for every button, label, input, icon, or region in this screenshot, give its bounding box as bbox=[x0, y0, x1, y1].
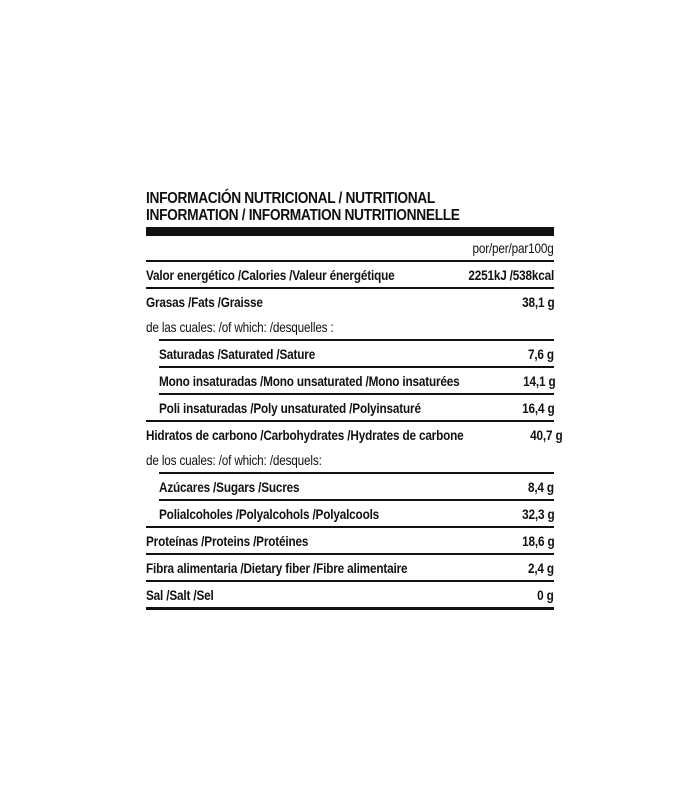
nutrient-row-carbohydrates bbox=[146, 422, 563, 447]
nutrient-value: 16,4 g bbox=[521, 399, 554, 416]
nutrient-value: 32,3 g bbox=[521, 505, 554, 522]
nutrient-value: 8,4 g bbox=[528, 478, 554, 495]
nutrient-label: Azúcares /Sugars /Sucres bbox=[159, 478, 300, 495]
nutrient-label: Fibra alimentaria /Dietary fiber /Fibre alimentaire bbox=[146, 559, 408, 576]
nutrient-value: 0 g bbox=[537, 586, 554, 603]
nutrient-label: Polialcoholes /Polyalcohols /Polyalcools bbox=[159, 505, 380, 522]
nutrient-label: de los cuales: /of which: /desquels: bbox=[146, 451, 322, 468]
nutrient-value: 14,1 g bbox=[522, 372, 556, 389]
per-100g-header bbox=[146, 236, 554, 260]
nutrient-label: Proteínas /Proteins /Protéines bbox=[146, 532, 309, 549]
nutrient-label: Mono insaturadas /Mono unsaturated /Mono insaturées bbox=[159, 372, 460, 389]
per-100g-label: por/per/par100g bbox=[472, 240, 554, 256]
nutrient-row-fiber bbox=[146, 555, 554, 580]
nutrient-label: Grasas /Fats /Graisse bbox=[146, 293, 263, 310]
nutrient-label: Poli insaturadas /Poly unsaturated /Polyinsaturé bbox=[159, 399, 421, 416]
nutrient-row-sugars bbox=[146, 474, 554, 499]
nutrient-value: 7,6 g bbox=[528, 345, 554, 362]
nutrient-row-mono-unsaturated bbox=[146, 368, 554, 393]
nutrient-row-salt bbox=[146, 582, 554, 607]
nutrient-value: 2251kJ /538kcal bbox=[468, 266, 554, 283]
nutrient-value: 2,4 g bbox=[528, 559, 554, 576]
nutrition-title-line-1: INFORMACIÓN NUTRICIONAL / NUTRITIONAL bbox=[146, 190, 435, 207]
nutrient-row-saturated bbox=[146, 341, 554, 366]
nutrient-label: Saturadas /Saturated /Sature bbox=[159, 345, 316, 362]
nutrient-row-fats-of-which bbox=[146, 314, 554, 339]
nutrient-value: 38,1 g bbox=[521, 293, 554, 310]
nutrient-label: Hidratos de carbono /Carbohydrates /Hydrates de carbone bbox=[146, 426, 464, 443]
nutrient-row-fats bbox=[146, 289, 554, 314]
nutrient-value: 40,7 g bbox=[530, 426, 563, 443]
nutrient-label: Valor energético /Calories /Valeur énergétique bbox=[146, 266, 395, 283]
nutrient-label: de las cuales: /of which: /desquelles : bbox=[146, 318, 334, 335]
nutrient-row-energy bbox=[146, 262, 554, 287]
nutrient-row-proteins bbox=[146, 528, 554, 553]
nutrient-row-carbs-of-which bbox=[146, 447, 554, 472]
nutrition-facts-panel bbox=[146, 190, 563, 610]
nutrient-label: Sal /Salt /Sel bbox=[146, 586, 214, 603]
nutrient-row-poly-unsaturated bbox=[146, 395, 554, 420]
nutrition-title-line-2: INFORMATION / INFORMATION NUTRITIONNELLE bbox=[146, 207, 460, 224]
nutrient-row-polyalcohols bbox=[146, 501, 554, 526]
nutrition-title bbox=[146, 190, 497, 224]
table-bottom-rule bbox=[146, 607, 554, 610]
nutrient-value: 18,6 g bbox=[521, 532, 554, 549]
title-divider-bar bbox=[146, 227, 554, 236]
